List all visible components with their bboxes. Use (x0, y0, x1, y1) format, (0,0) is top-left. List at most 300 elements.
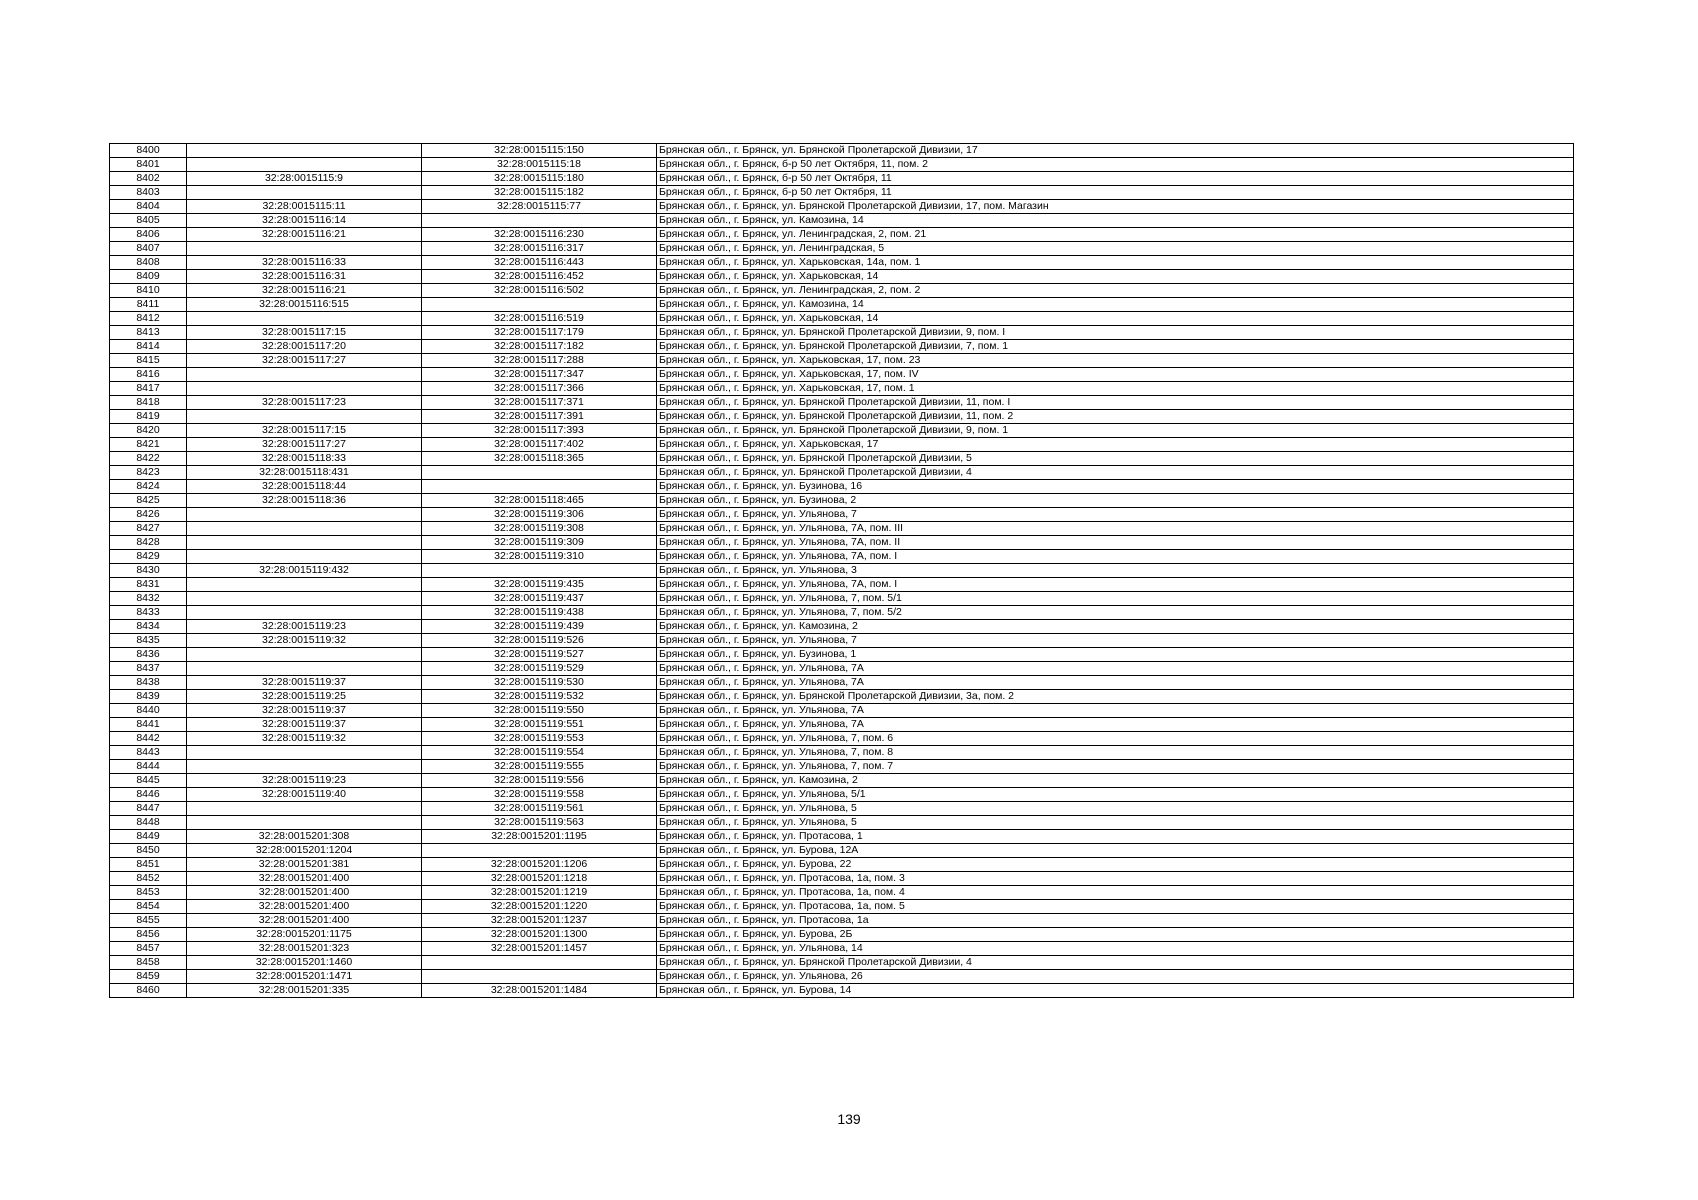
object-number-cell: 32:28:0015117:391 (422, 410, 657, 424)
row-number-cell: 8432 (110, 592, 187, 606)
row-number-cell: 8406 (110, 228, 187, 242)
row-number-cell: 8426 (110, 508, 187, 522)
address-cell: Брянская обл., г. Брянск, ул. Брянской Пролетарской Дивизии, 11, пом. 2 (657, 410, 1574, 424)
address-cell: Брянская обл., г. Брянск, ул. Бурова, 22 (657, 858, 1574, 872)
row-number-cell: 8422 (110, 452, 187, 466)
parcel-number-cell (187, 662, 422, 676)
table-row (110, 606, 1574, 620)
object-number-cell: 32:28:0015201:1237 (422, 914, 657, 928)
table-row (110, 886, 1574, 900)
parcel-number-cell (187, 158, 422, 172)
address-cell: Брянская обл., г. Брянск, ул. Брянской Пролетарской Дивизии, 5 (657, 452, 1574, 466)
table-row (110, 354, 1574, 368)
address-cell: Брянская обл., г. Брянск, ул. Брянской Пролетарской Дивизии, 3а, пом. 2 (657, 690, 1574, 704)
parcel-number-cell: 32:28:0015119:23 (187, 620, 422, 634)
address-cell: Брянская обл., г. Брянск, ул. Брянской Пролетарской Дивизии, 17 (657, 144, 1574, 158)
object-number-cell: 32:28:0015119:554 (422, 746, 657, 760)
address-cell: Брянская обл., г. Брянск, ул. Брянской Пролетарской Дивизии, 7, пом. 1 (657, 340, 1574, 354)
table-row (110, 480, 1574, 494)
object-number-cell: 32:28:0015201:1219 (422, 886, 657, 900)
row-number-cell: 8439 (110, 690, 187, 704)
parcel-number-cell (187, 312, 422, 326)
object-number-cell: 32:28:0015115:18 (422, 158, 657, 172)
parcel-number-cell: 32:28:0015201:1175 (187, 928, 422, 942)
object-number-cell: 32:28:0015119:553 (422, 732, 657, 746)
object-number-cell: 32:28:0015119:558 (422, 788, 657, 802)
object-number-cell: 32:28:0015115:180 (422, 172, 657, 186)
table-row (110, 200, 1574, 214)
row-number-cell: 8402 (110, 172, 187, 186)
table-row (110, 536, 1574, 550)
object-number-cell: 32:28:0015115:182 (422, 186, 657, 200)
object-number-cell (422, 298, 657, 312)
row-number-cell: 8450 (110, 844, 187, 858)
address-cell: Брянская обл., г. Брянск, ул. Ленинградская, 5 (657, 242, 1574, 256)
table-row (110, 284, 1574, 298)
parcel-number-cell: 32:28:0015116:21 (187, 284, 422, 298)
row-number-cell: 8418 (110, 396, 187, 410)
parcel-number-cell (187, 368, 422, 382)
table-row (110, 942, 1574, 956)
object-number-cell: 32:28:0015119:530 (422, 676, 657, 690)
table-row (110, 592, 1574, 606)
object-number-cell: 32:28:0015119:561 (422, 802, 657, 816)
row-number-cell: 8441 (110, 718, 187, 732)
table-row (110, 648, 1574, 662)
row-number-cell: 8428 (110, 536, 187, 550)
object-number-cell: 32:28:0015116:443 (422, 256, 657, 270)
row-number-cell: 8421 (110, 438, 187, 452)
address-cell: Брянская обл., г. Брянск, ул. Харьковская, 17, пом. 23 (657, 354, 1574, 368)
parcel-number-cell: 32:28:0015117:27 (187, 354, 422, 368)
address-cell: Брянская обл., г. Брянск, ул. Протасова, 1 (657, 830, 1574, 844)
address-cell: Брянская обл., г. Брянск, б-р 50 лет Октября, 11 (657, 186, 1574, 200)
table-row (110, 970, 1574, 984)
row-number-cell: 8437 (110, 662, 187, 676)
row-number-cell: 8436 (110, 648, 187, 662)
row-number-cell: 8414 (110, 340, 187, 354)
object-number-cell: 32:28:0015119:309 (422, 536, 657, 550)
address-cell: Брянская обл., г. Брянск, ул. Ульянова, 7, пом. 7 (657, 760, 1574, 774)
address-cell: Брянская обл., г. Брянск, ул. Камозина, 14 (657, 298, 1574, 312)
table-row (110, 340, 1574, 354)
table-row (110, 690, 1574, 704)
parcel-number-cell (187, 592, 422, 606)
object-number-cell: 32:28:0015116:519 (422, 312, 657, 326)
row-number-cell: 8407 (110, 242, 187, 256)
address-cell: Брянская обл., г. Брянск, ул. Харьковская, 17, пом. 1 (657, 382, 1574, 396)
row-number-cell: 8442 (110, 732, 187, 746)
address-cell: Брянская обл., г. Брянск, ул. Бузинова, 2 (657, 494, 1574, 508)
object-number-cell: 32:28:0015119:555 (422, 760, 657, 774)
address-cell: Брянская обл., г. Брянск, ул. Ульянова, 3 (657, 564, 1574, 578)
parcel-number-cell: 32:28:0015201:400 (187, 872, 422, 886)
address-cell: Брянская обл., г. Брянск, ул. Ульянова, 7, пом. 6 (657, 732, 1574, 746)
table-row (110, 508, 1574, 522)
table-row (110, 718, 1574, 732)
parcel-number-cell: 32:28:0015119:432 (187, 564, 422, 578)
parcel-number-cell (187, 648, 422, 662)
parcel-number-cell (187, 382, 422, 396)
address-cell: Брянская обл., г. Брянск, ул. Ульянова, 7, пом. 5/2 (657, 606, 1574, 620)
address-cell: Брянская обл., г. Брянск, ул. Бурова, 12А (657, 844, 1574, 858)
address-cell: Брянская обл., г. Брянск, ул. Бурова, 14 (657, 984, 1574, 998)
row-number-cell: 8408 (110, 256, 187, 270)
object-number-cell: 32:28:0015117:402 (422, 438, 657, 452)
parcel-number-cell: 32:28:0015116:33 (187, 256, 422, 270)
row-number-cell: 8455 (110, 914, 187, 928)
table-row (110, 760, 1574, 774)
object-number-cell: 32:28:0015115:150 (422, 144, 657, 158)
address-cell: Брянская обл., г. Брянск, ул. Брянской Пролетарской Дивизии, 11, пом. I (657, 396, 1574, 410)
object-number-cell: 32:28:0015119:437 (422, 592, 657, 606)
parcel-number-cell: 32:28:0015116:31 (187, 270, 422, 284)
object-number-cell: 32:28:0015117:288 (422, 354, 657, 368)
parcel-number-cell: 32:28:0015119:40 (187, 788, 422, 802)
row-number-cell: 8447 (110, 802, 187, 816)
row-number-cell: 8440 (110, 704, 187, 718)
address-cell: Брянская обл., г. Брянск, ул. Ульянова, 7А (657, 676, 1574, 690)
table-row (110, 830, 1574, 844)
object-number-cell (422, 466, 657, 480)
table-row (110, 172, 1574, 186)
table-row (110, 564, 1574, 578)
address-cell: Брянская обл., г. Брянск, ул. Протасова, 1а, пом. 3 (657, 872, 1574, 886)
address-cell: Брянская обл., г. Брянск, ул. Ульянова, 7А, пом. III (657, 522, 1574, 536)
object-number-cell: 32:28:0015119:438 (422, 606, 657, 620)
object-number-cell: 32:28:0015201:1484 (422, 984, 657, 998)
parcel-number-cell: 32:28:0015201:1460 (187, 956, 422, 970)
object-number-cell: 32:28:0015119:310 (422, 550, 657, 564)
parcel-number-cell: 32:28:0015117:27 (187, 438, 422, 452)
object-number-cell: 32:28:0015119:308 (422, 522, 657, 536)
address-cell: Брянская обл., г. Брянск, ул. Харьковская, 14 (657, 270, 1574, 284)
object-number-cell: 32:28:0015118:465 (422, 494, 657, 508)
table-row (110, 732, 1574, 746)
row-number-cell: 8451 (110, 858, 187, 872)
object-number-cell (422, 564, 657, 578)
row-number-cell: 8460 (110, 984, 187, 998)
parcel-number-cell: 32:28:0015118:33 (187, 452, 422, 466)
table-row (110, 186, 1574, 200)
address-cell: Брянская обл., г. Брянск, ул. Ульянова, 7 (657, 508, 1574, 522)
row-number-cell: 8449 (110, 830, 187, 844)
parcel-number-cell: 32:28:0015118:36 (187, 494, 422, 508)
table-row (110, 620, 1574, 634)
address-cell: Брянская обл., г. Брянск, ул. Протасова, 1а, пом. 4 (657, 886, 1574, 900)
row-number-cell: 8452 (110, 872, 187, 886)
row-number-cell: 8431 (110, 578, 187, 592)
table-row (110, 522, 1574, 536)
object-number-cell: 32:28:0015119:439 (422, 620, 657, 634)
object-number-cell: 32:28:0015201:1457 (422, 942, 657, 956)
table-row (110, 158, 1574, 172)
row-number-cell: 8446 (110, 788, 187, 802)
parcel-number-cell: 32:28:0015119:32 (187, 732, 422, 746)
object-number-cell: 32:28:0015201:1220 (422, 900, 657, 914)
table-row (110, 774, 1574, 788)
table-row (110, 704, 1574, 718)
object-number-cell (422, 480, 657, 494)
table-row (110, 144, 1574, 158)
parcel-number-cell (187, 760, 422, 774)
object-number-cell: 32:28:0015116:502 (422, 284, 657, 298)
parcel-number-cell: 32:28:0015119:37 (187, 704, 422, 718)
address-cell: Брянская обл., г. Брянск, ул. Ульянова, 26 (657, 970, 1574, 984)
address-cell: Брянская обл., г. Брянск, ул. Ульянова, 7А, пом. I (657, 550, 1574, 564)
row-number-cell: 8419 (110, 410, 187, 424)
address-cell: Брянская обл., г. Брянск, ул. Ульянова, 5/1 (657, 788, 1574, 802)
address-cell: Брянская обл., г. Брянск, ул. Камозина, 2 (657, 620, 1574, 634)
parcel-number-cell (187, 746, 422, 760)
parcel-number-cell: 32:28:0015201:1204 (187, 844, 422, 858)
object-number-cell: 32:28:0015201:1206 (422, 858, 657, 872)
row-number-cell: 8417 (110, 382, 187, 396)
row-number-cell: 8444 (110, 760, 187, 774)
table-row (110, 228, 1574, 242)
parcel-number-cell: 32:28:0015115:11 (187, 200, 422, 214)
row-number-cell: 8427 (110, 522, 187, 536)
address-cell: Брянская обл., г. Брянск, ул. Бузинова, 1 (657, 648, 1574, 662)
address-cell: Брянская обл., г. Брянск, ул. Брянской Пролетарской Дивизии, 9, пом. I (657, 326, 1574, 340)
table-row (110, 242, 1574, 256)
address-cell: Брянская обл., г. Брянск, ул. Брянской Пролетарской Дивизии, 4 (657, 956, 1574, 970)
parcel-number-cell: 32:28:0015201:323 (187, 942, 422, 956)
object-number-cell (422, 844, 657, 858)
object-number-cell: 32:28:0015201:1218 (422, 872, 657, 886)
parcel-number-cell (187, 578, 422, 592)
address-cell: Брянская обл., г. Брянск, ул. Харьковская, 14а, пом. 1 (657, 256, 1574, 270)
address-cell: Брянская обл., г. Брянск, ул. Бузинова, 16 (657, 480, 1574, 494)
parcel-number-cell (187, 242, 422, 256)
parcel-number-cell: 32:28:0015119:23 (187, 774, 422, 788)
table-row (110, 438, 1574, 452)
object-number-cell: 32:28:0015119:435 (422, 578, 657, 592)
row-number-cell: 8458 (110, 956, 187, 970)
parcel-number-cell: 32:28:0015201:335 (187, 984, 422, 998)
address-cell: Брянская обл., г. Брянск, ул. Ульянова, 7А (657, 718, 1574, 732)
registry-table-body (110, 144, 1574, 998)
table-row (110, 494, 1574, 508)
table-row (110, 872, 1574, 886)
object-number-cell: 32:28:0015117:393 (422, 424, 657, 438)
parcel-number-cell: 32:28:0015201:1471 (187, 970, 422, 984)
object-number-cell: 32:28:0015117:366 (422, 382, 657, 396)
table-row (110, 662, 1574, 676)
table-row (110, 900, 1574, 914)
address-cell: Брянская обл., г. Брянск, ул. Ульянова, 7, пом. 8 (657, 746, 1574, 760)
table-row (110, 256, 1574, 270)
parcel-number-cell (187, 508, 422, 522)
address-cell: Брянская обл., г. Брянск, ул. Ульянова, 5 (657, 802, 1574, 816)
row-number-cell: 8443 (110, 746, 187, 760)
row-number-cell: 8448 (110, 816, 187, 830)
parcel-number-cell (187, 802, 422, 816)
address-cell: Брянская обл., г. Брянск, ул. Бурова, 2Б (657, 928, 1574, 942)
parcel-number-cell: 32:28:0015201:400 (187, 914, 422, 928)
table-row (110, 858, 1574, 872)
parcel-number-cell: 32:28:0015116:14 (187, 214, 422, 228)
row-number-cell: 8409 (110, 270, 187, 284)
row-number-cell: 8456 (110, 928, 187, 942)
row-number-cell: 8400 (110, 144, 187, 158)
parcel-number-cell: 32:28:0015119:32 (187, 634, 422, 648)
object-number-cell: 32:28:0015119:532 (422, 690, 657, 704)
address-cell: Брянская обл., г. Брянск, ул. Брянской Пролетарской Дивизии, 9, пом. 1 (657, 424, 1574, 438)
row-number-cell: 8420 (110, 424, 187, 438)
parcel-number-cell (187, 606, 422, 620)
address-cell: Брянская обл., г. Брянск, ул. Брянской Пролетарской Дивизии, 17, пом. Магазин (657, 200, 1574, 214)
parcel-number-cell: 32:28:0015115:9 (187, 172, 422, 186)
row-number-cell: 8457 (110, 942, 187, 956)
address-cell: Брянская обл., г. Брянск, ул. Камозина, 2 (657, 774, 1574, 788)
object-number-cell: 32:28:0015201:1195 (422, 830, 657, 844)
parcel-number-cell: 32:28:0015119:25 (187, 690, 422, 704)
table-row (110, 270, 1574, 284)
row-number-cell: 8454 (110, 900, 187, 914)
parcel-number-cell: 32:28:0015117:23 (187, 396, 422, 410)
table-row (110, 578, 1574, 592)
parcel-number-cell: 32:28:0015117:20 (187, 340, 422, 354)
object-number-cell: 32:28:0015118:365 (422, 452, 657, 466)
address-cell: Брянская обл., г. Брянск, ул. Ленинградская, 2, пом. 2 (657, 284, 1574, 298)
parcel-number-cell: 32:28:0015118:431 (187, 466, 422, 480)
object-number-cell: 32:28:0015116:317 (422, 242, 657, 256)
parcel-number-cell: 32:28:0015201:308 (187, 830, 422, 844)
object-number-cell: 32:28:0015119:563 (422, 816, 657, 830)
row-number-cell: 8412 (110, 312, 187, 326)
row-number-cell: 8445 (110, 774, 187, 788)
address-cell: Брянская обл., г. Брянск, ул. Ульянова, 14 (657, 942, 1574, 956)
object-number-cell: 32:28:0015119:526 (422, 634, 657, 648)
object-number-cell: 32:28:0015201:1300 (422, 928, 657, 942)
parcel-number-cell (187, 550, 422, 564)
table-row (110, 466, 1574, 480)
address-cell: Брянская обл., г. Брянск, ул. Ульянова, 5 (657, 816, 1574, 830)
table-row (110, 984, 1574, 998)
table-row (110, 844, 1574, 858)
row-number-cell: 8435 (110, 634, 187, 648)
table-row (110, 452, 1574, 466)
address-cell: Брянская обл., г. Брянск, ул. Ульянова, 7А (657, 662, 1574, 676)
row-number-cell: 8433 (110, 606, 187, 620)
row-number-cell: 8416 (110, 368, 187, 382)
table-row (110, 326, 1574, 340)
parcel-number-cell (187, 144, 422, 158)
parcel-number-cell: 32:28:0015116:21 (187, 228, 422, 242)
object-number-cell (422, 970, 657, 984)
table-row (110, 368, 1574, 382)
table-row (110, 634, 1574, 648)
row-number-cell: 8434 (110, 620, 187, 634)
table-row (110, 676, 1574, 690)
address-cell: Брянская обл., г. Брянск, ул. Харьковская, 17 (657, 438, 1574, 452)
parcel-number-cell (187, 536, 422, 550)
object-number-cell: 32:28:0015119:556 (422, 774, 657, 788)
address-cell: Брянская обл., г. Брянск, ул. Брянской Пролетарской Дивизии, 4 (657, 466, 1574, 480)
row-number-cell: 8430 (110, 564, 187, 578)
object-number-cell (422, 214, 657, 228)
object-number-cell: 32:28:0015116:230 (422, 228, 657, 242)
object-number-cell: 32:28:0015119:306 (422, 508, 657, 522)
table-row (110, 396, 1574, 410)
row-number-cell: 8401 (110, 158, 187, 172)
address-cell: Брянская обл., г. Брянск, ул. Харьковская, 14 (657, 312, 1574, 326)
row-number-cell: 8453 (110, 886, 187, 900)
table-row (110, 214, 1574, 228)
object-number-cell: 32:28:0015117:179 (422, 326, 657, 340)
address-cell: Брянская обл., г. Брянск, ул. Ульянова, 7А, пом. II (657, 536, 1574, 550)
address-cell: Брянская обл., г. Брянск, ул. Протасова, 1а (657, 914, 1574, 928)
object-number-cell: 32:28:0015115:77 (422, 200, 657, 214)
row-number-cell: 8425 (110, 494, 187, 508)
parcel-number-cell (187, 522, 422, 536)
row-number-cell: 8413 (110, 326, 187, 340)
parcel-number-cell (187, 410, 422, 424)
address-cell: Брянская обл., г. Брянск, ул. Камозина, 14 (657, 214, 1574, 228)
table-row (110, 914, 1574, 928)
table-row (110, 802, 1574, 816)
table-row (110, 928, 1574, 942)
table-row (110, 382, 1574, 396)
address-cell: Брянская обл., г. Брянск, ул. Ульянова, 7, пом. 5/1 (657, 592, 1574, 606)
table-row (110, 788, 1574, 802)
row-number-cell: 8423 (110, 466, 187, 480)
row-number-cell: 8410 (110, 284, 187, 298)
table-row (110, 550, 1574, 564)
object-number-cell: 32:28:0015117:347 (422, 368, 657, 382)
page-number: 139 (837, 1111, 861, 1127)
address-cell: Брянская обл., г. Брянск, ул. Ульянова, 7 (657, 634, 1574, 648)
row-number-cell: 8459 (110, 970, 187, 984)
parcel-number-cell: 32:28:0015201:381 (187, 858, 422, 872)
parcel-number-cell: 32:28:0015119:37 (187, 718, 422, 732)
row-number-cell: 8403 (110, 186, 187, 200)
table-row (110, 298, 1574, 312)
object-number-cell: 32:28:0015119:529 (422, 662, 657, 676)
table-row (110, 312, 1574, 326)
address-cell: Брянская обл., г. Брянск, ул. Протасова, 1а, пом. 5 (657, 900, 1574, 914)
parcel-number-cell: 32:28:0015201:400 (187, 900, 422, 914)
address-cell: Брянская обл., г. Брянск, ул. Харьковская, 17, пом. IV (657, 368, 1574, 382)
object-number-cell (422, 956, 657, 970)
table-row (110, 424, 1574, 438)
address-cell: Брянская обл., г. Брянск, ул. Ульянова, 7А (657, 704, 1574, 718)
parcel-number-cell: 32:28:0015116:515 (187, 298, 422, 312)
row-number-cell: 8429 (110, 550, 187, 564)
object-number-cell: 32:28:0015116:452 (422, 270, 657, 284)
address-cell: Брянская обл., г. Брянск, ул. Ульянова, 7А, пом. I (657, 578, 1574, 592)
object-number-cell: 32:28:0015119:550 (422, 704, 657, 718)
object-number-cell: 32:28:0015117:371 (422, 396, 657, 410)
address-cell: Брянская обл., г. Брянск, б-р 50 лет Октября, 11, пом. 2 (657, 158, 1574, 172)
row-number-cell: 8438 (110, 676, 187, 690)
row-number-cell: 8415 (110, 354, 187, 368)
parcel-number-cell: 32:28:0015119:37 (187, 676, 422, 690)
row-number-cell: 8404 (110, 200, 187, 214)
table-row (110, 956, 1574, 970)
address-cell: Брянская обл., г. Брянск, ул. Ленинградская, 2, пом. 21 (657, 228, 1574, 242)
parcel-number-cell: 32:28:0015118:44 (187, 480, 422, 494)
row-number-cell: 8411 (110, 298, 187, 312)
object-number-cell: 32:28:0015119:551 (422, 718, 657, 732)
table-row (110, 816, 1574, 830)
parcel-number-cell: 32:28:0015117:15 (187, 326, 422, 340)
registry-table (109, 143, 1574, 998)
object-number-cell: 32:28:0015119:527 (422, 648, 657, 662)
parcel-number-cell: 32:28:0015201:400 (187, 886, 422, 900)
row-number-cell: 8424 (110, 480, 187, 494)
